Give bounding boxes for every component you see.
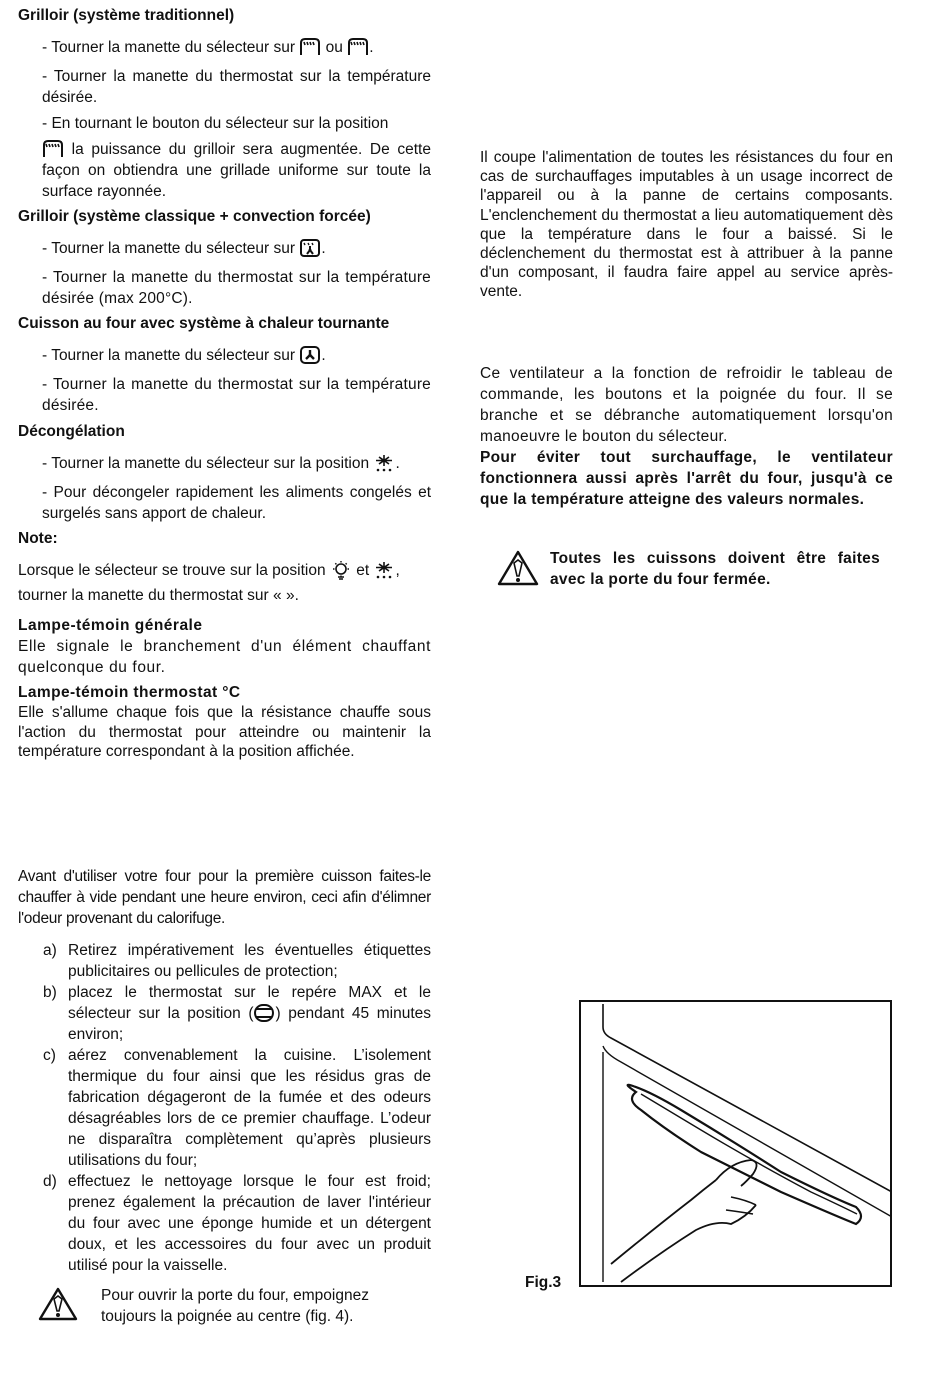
- hot-air-step2: - Tourner la manette du thermostat sur la température désirée.: [42, 376, 431, 414]
- grill-trad-title: Grilloir (système traditionnel): [18, 7, 235, 24]
- lamp-general-title: Lampe-témoin générale: [18, 617, 203, 634]
- grill-trad-step3-text: la puissance du grilloir sera augmentée. De cette façon on obtiendra une grillade uniforme sur toute la surface rayonnée.: [42, 141, 431, 200]
- warning-triangle-icon: [497, 550, 539, 586]
- list-item: [18, 940, 431, 982]
- list-item-text: placez le thermostat sur le repére MAX et le sélecteur sur la position (: [68, 984, 431, 1022]
- cooking-warning-text: Toutes les cuissons doivent être faites avec la porte du four fermée.: [550, 550, 880, 588]
- defrost-icon: [373, 453, 395, 473]
- figure-door-handle: [579, 1000, 892, 1287]
- list-marker: a): [43, 942, 57, 959]
- first-use-intro: Avant d'utiliser votre four pour la première cuisson faites-le chauffer à vide pendant une heure environ, ceci afin d'élimner l'odeur provenant du calorifuge.: [18, 868, 431, 927]
- list-item-text: aérez convenablement la cuisine. L’isolement thermique du four ainsi que les résidus gras de fabrication dégageront de la fumée et des odeurs désagréables lors de ce premier chauffage. L’odeur ne disparaîtra complètement qu’après plusieurs utilisations du four;: [68, 1047, 431, 1169]
- grill-trad-step1-or: ou: [325, 39, 343, 56]
- hot-air-step1-end: .: [321, 347, 326, 364]
- double-grill-icon: [347, 37, 369, 57]
- door-warning-text: Pour ouvrir la porte du four, empoignez toujours la poignée au centre (fig. 4).: [101, 1287, 369, 1325]
- hot-air-step1-text: - Tourner la manette du sélecteur sur: [42, 347, 296, 364]
- defrost-step2: - Pour décongeler rapidement les aliments congelés et surgelés sans apport de chaleur.: [42, 484, 431, 522]
- lamp-thermo-text: Elle s'allume chaque fois que la résistance chauffe sous l'action du thermostat pour atteindre ou maintenir la température correspondant à la position affichée.: [18, 704, 431, 760]
- list-item: [18, 982, 431, 1045]
- note-line1: [18, 560, 431, 581]
- fan-text: Ce ventilateur a la fonction de refroidir le tableau de commande, les boutons et la poignée du four. Il se branche et se débranche automatiquement lorsqu'on manoeuvre le bouton du sélecteur.: [480, 365, 893, 445]
- defrost-step1: [18, 453, 431, 474]
- list-marker: c): [43, 1047, 56, 1064]
- grill-fan-icon: [299, 238, 321, 258]
- list-item-text-end: ) pendant 45 minutes environ;: [68, 1005, 431, 1043]
- list-marker: d): [43, 1173, 57, 1190]
- list-item: [18, 1045, 431, 1171]
- fan-warning-text: Pour éviter tout surchauffage, le ventilateur fonctionnera aussi après l'arrêt du four, jusqu'à ce que la température atteigne des valeurs normales.: [480, 449, 893, 508]
- cooking-warning: [497, 548, 893, 598]
- note-line1-end: ,: [395, 562, 400, 579]
- lamp-general-text: Elle signale le branchement d'un élément chauffant quelconque du four.: [18, 638, 431, 676]
- grill-trad-step2: - Tourner la manette du thermostat sur la température désirée.: [42, 68, 431, 106]
- warning-triangle-icon: [38, 1287, 78, 1321]
- grill-conv-step2: - Tourner la manette du thermostat sur la température désirée (max 200°C).: [42, 269, 431, 307]
- first-use-list: [18, 940, 431, 1276]
- grill-conv-title: Grilloir (système classique + convection forcée): [18, 208, 371, 225]
- right-column: [480, 148, 893, 302]
- grill-trad-step1-end: .: [369, 39, 374, 56]
- grill-conv-step1-end: .: [321, 240, 326, 257]
- defrost-icon: [373, 560, 395, 580]
- conventional-heating-icon: [253, 1003, 275, 1023]
- grill-conv-step1: [18, 238, 431, 259]
- note-line1-text: Lorsque le sélecteur se trouve sur la position: [18, 562, 326, 579]
- list-item-text: Retirez impérativement les éventuelles étiquettes publicitaires ou pellicules de protection;: [68, 942, 431, 980]
- grill-icon: [299, 37, 321, 57]
- list-marker: b): [43, 984, 57, 1001]
- fan-section: [480, 363, 893, 510]
- grill-conv-step1-text: - Tourner la manette du sélecteur sur: [42, 240, 296, 257]
- defrost-title: Décongélation: [18, 423, 125, 440]
- note-line1-and: et: [356, 562, 370, 579]
- defrost-step1-text: - Tourner la manette du sélecteur sur la position: [42, 455, 370, 472]
- grill-trad-step3: [18, 139, 431, 202]
- note-line2: tourner la manette du thermostat sur « ».: [18, 587, 299, 604]
- grill-trad-step3a: - En tournant le bouton du sélecteur sur la position: [42, 115, 389, 132]
- oven-lamp-icon: [330, 560, 352, 580]
- left-column: [18, 5, 431, 762]
- list-item: [18, 1171, 431, 1276]
- safety-thermostat-text: Il coupe l'alimentation de toutes les résistances du four en cas de surchauffages imputables à un usage incorrect de l'appareil ou à la panne de certains composants. L'enclenchement du thermostat a lieu automatiquement dès que la température dans le four a baissé. Si le déclenchement du thermostat est à attribuer à la panne d'un composant, il faudra faire appel au service après-vente.: [480, 149, 893, 301]
- hot-air-title: Cuisson au four avec système à chaleur tournante: [18, 315, 390, 332]
- lamp-thermo-title: Lampe-témoin thermostat °C: [18, 684, 241, 701]
- double-grill-icon: [42, 139, 64, 159]
- list-item-text: effectuez le nettoyage lorsque le four est froid; prenez également la précaution de laver l'intérieur du four avec une éponge humide et un détergent doux, et les accessoires du four avec un produit utilisé pour la vaisselle.: [68, 1173, 431, 1274]
- grill-trad-step1: [18, 37, 431, 58]
- fan-icon: [299, 345, 321, 365]
- defrost-step1-end: .: [395, 455, 400, 472]
- note-title: Note:: [18, 530, 58, 547]
- figure-label: Fig.3: [525, 1274, 562, 1291]
- hot-air-step1: [18, 345, 431, 366]
- door-warning: [18, 1285, 431, 1331]
- first-use-section: [18, 866, 431, 1331]
- grill-trad-step1-text: - Tourner la manette du sélecteur sur: [42, 39, 296, 56]
